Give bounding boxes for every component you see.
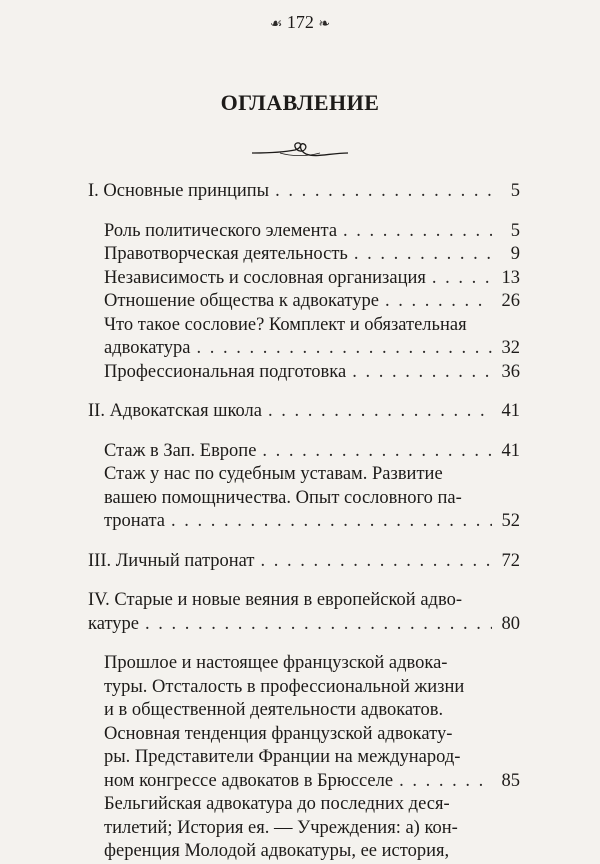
toc-entry-title: Стаж в Зап. Европе — [104, 440, 257, 461]
toc-entry[interactable] — [88, 550, 520, 574]
table-of-contents — [88, 180, 520, 864]
toc-entry-text-line: Основная тенденция французской адвокату- — [104, 723, 453, 744]
toc-leader-dots — [145, 613, 492, 637]
toc-entry-title: III. Личный патронат — [88, 550, 255, 571]
toc-entry-text-line: туры. Отсталость в профессиональной жизни — [104, 676, 465, 697]
toc-leader-dots — [432, 267, 492, 291]
toc-page-number: 13 — [501, 267, 520, 288]
toc-leader-dots — [275, 180, 492, 204]
toc-entry[interactable] — [88, 180, 520, 204]
toc-leader-dots — [261, 550, 493, 574]
toc-entry-text-line: Что такое сословие? Комплект и обязательная — [104, 314, 467, 335]
toc-entry[interactable] — [104, 463, 520, 534]
toc-leader-dots — [268, 400, 492, 424]
toc-entry-text-line: Стаж у нас по судебным уставам. Развитие — [104, 464, 443, 484]
page-number — [0, 12, 600, 33]
toc-entry-title: I. Основные принципы — [88, 181, 270, 201]
toc-leader-dots — [385, 290, 492, 314]
toc-entry-title: Роль политического элемента — [104, 220, 338, 241]
toc-leader-dots — [171, 510, 492, 534]
toc-entry-text-line: ференция Молодой адвокатуры, ее история, — [104, 841, 450, 861]
toc-entry[interactable] — [104, 290, 520, 314]
flourish-divider-icon — [250, 138, 350, 166]
toc-page-number: 36 — [501, 361, 520, 382]
toc-entry-title: Независимость и сословная организация — [104, 267, 426, 288]
toc-entry-text-line: ры. Представители Франции на международ- — [104, 747, 461, 767]
toc-entry-title: Правотворческая деятельность — [104, 244, 348, 264]
toc-leader-dots — [262, 440, 492, 464]
toc-page-number: 32 — [501, 338, 520, 358]
toc-entry-title: троната — [104, 511, 165, 531]
toc-entry[interactable] — [104, 361, 520, 385]
toc-entry-title: адвокатура — [104, 338, 191, 358]
toc-page-number: 85 — [501, 770, 520, 791]
toc-entry[interactable] — [104, 793, 520, 864]
toc-entry-text-line: Бельгийская адвокатура до последних деся- — [104, 794, 450, 814]
toc-leader-dots — [343, 220, 492, 244]
toc-entry[interactable] — [104, 243, 520, 267]
toc-page-number: 26 — [501, 291, 520, 311]
toc-leader-dots — [399, 770, 492, 794]
toc-entry[interactable] — [88, 589, 520, 636]
ornament-right-icon: ❧ — [318, 17, 331, 32]
toc-entry-text-line: и в общественной деятельности адвокатов. — [104, 700, 444, 720]
toc-entry-text-line: Прошлое и настоящее французской адвока- — [104, 653, 448, 673]
toc-page-number: 41 — [501, 440, 520, 461]
toc-page-number: 72 — [501, 550, 520, 571]
toc-entry-title: II. Адвокатская школа — [88, 401, 262, 421]
toc-page-number: 52 — [501, 511, 520, 531]
toc-page-number: 41 — [501, 401, 520, 421]
page-number-text: 172 — [286, 12, 314, 32]
toc-entry-text-line: тилетий; История ея. — Учреждения: а) кон- — [104, 817, 458, 838]
toc-leader-dots — [354, 243, 492, 267]
toc-entry-title: Профессиональная подготовка — [104, 361, 347, 382]
toc-entry[interactable] — [104, 267, 520, 291]
toc-leader-dots — [196, 337, 492, 361]
toc-entry-text-line: IV. Старые и новые веяния в европейской адво- — [88, 590, 462, 610]
toc-entry[interactable] — [104, 440, 520, 464]
toc-entry-title: катуре — [88, 613, 139, 634]
toc-entry-text-line: вашею помощничества. Опыт сословного па- — [104, 487, 462, 508]
toc-page-number: 9 — [510, 244, 520, 264]
toc-entry[interactable] — [104, 314, 520, 361]
toc-entry-title: Отношение общества к адвокатуре — [104, 291, 379, 311]
page-title: ОГЛАВЛЕНИЕ — [220, 90, 380, 115]
toc-leader-dots — [352, 361, 492, 385]
ornament-left-icon: ☙ — [269, 17, 283, 32]
toc-entry-title: ном конгрессе адвокатов в Брюсселе — [104, 770, 394, 791]
toc-entry[interactable] — [104, 220, 520, 244]
toc-entry[interactable] — [104, 652, 520, 793]
toc-page-number: 80 — [501, 613, 520, 634]
toc-page-number: 5 — [510, 181, 520, 201]
toc-page-number: 5 — [510, 220, 520, 241]
toc-entry[interactable] — [88, 400, 520, 424]
